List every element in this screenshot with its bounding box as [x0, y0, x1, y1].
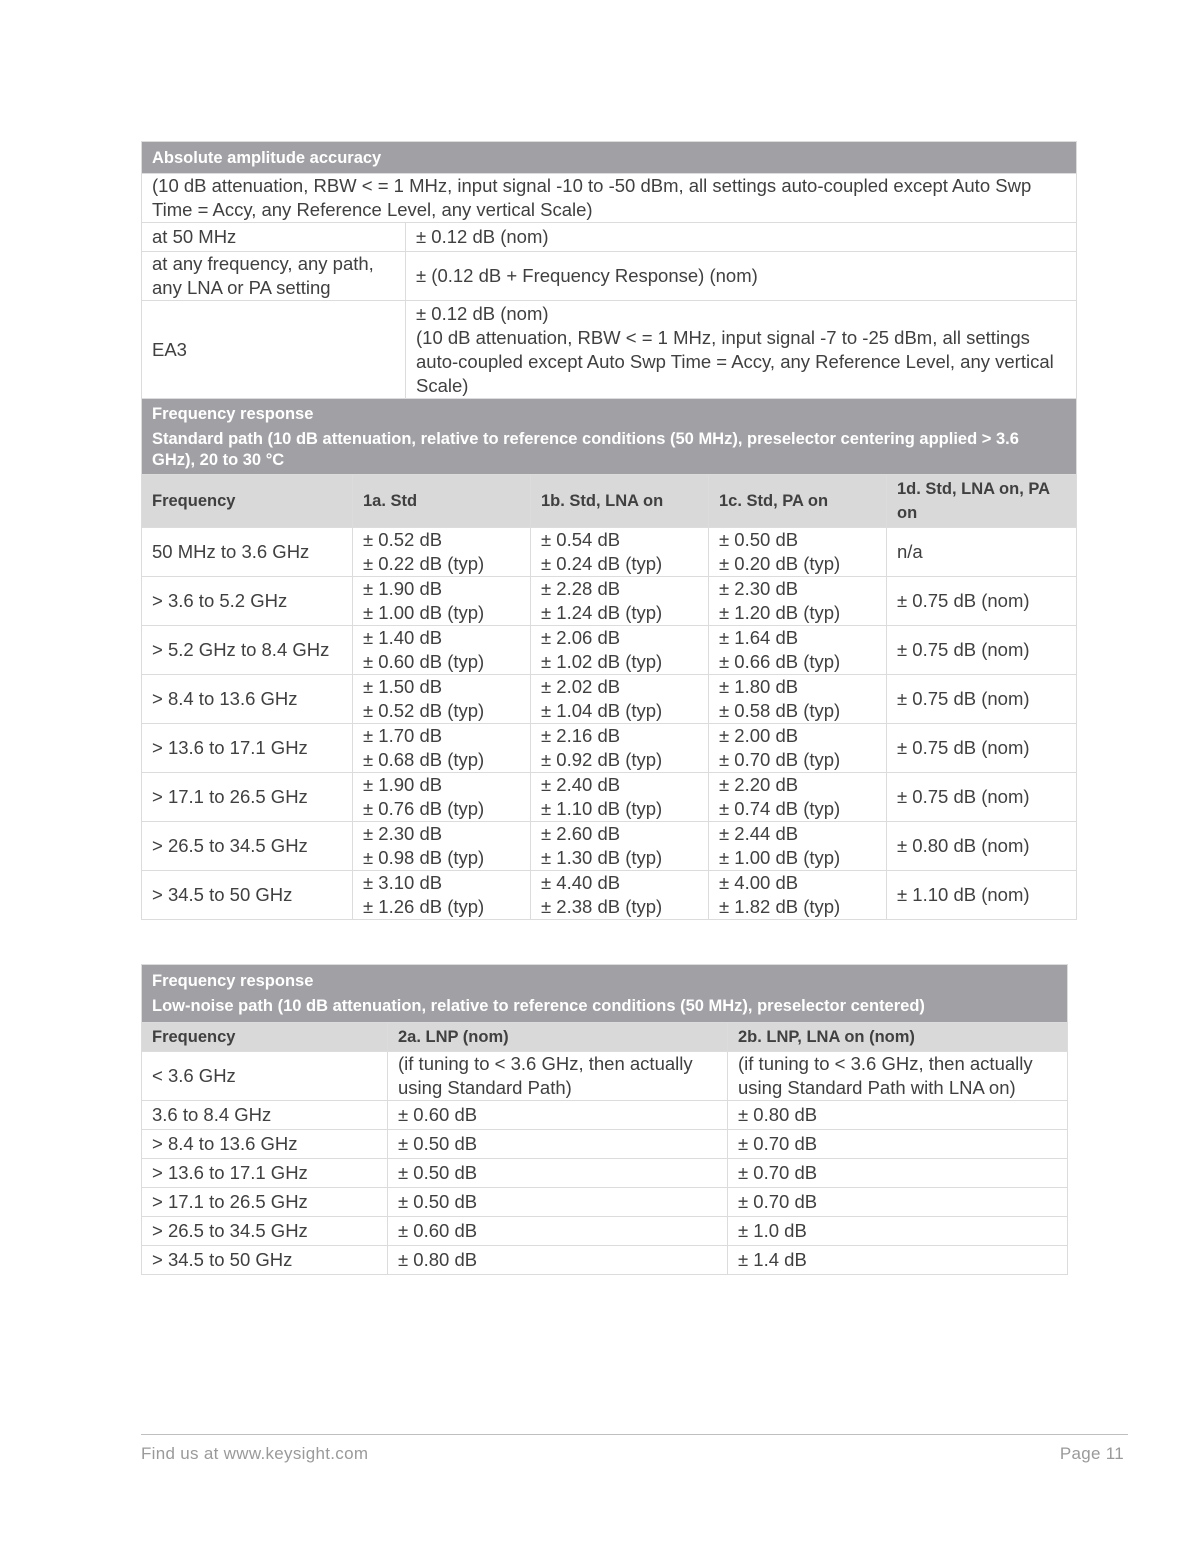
cell-line: ± 0.98 dB (typ) [363, 847, 485, 868]
abs-row-label: at 50 MHz [142, 223, 406, 252]
cell-line: ± 1.00 dB (typ) [363, 602, 485, 623]
cell-line: ± 0.52 dB [363, 529, 443, 550]
std-lna-pa-value-cell: ± 1.10 dB (nom) [887, 871, 1077, 920]
table-row [142, 577, 1077, 626]
frequency-cell: > 34.5 to 50 GHz [142, 1246, 388, 1275]
ea3-conditions: (10 dB attenuation, RBW < = 1 MHz, input signal -7 to -25 dBm, all settings auto-coupled except Auto Swp Time = Accy, any Reference Level, any vertical Scale) [416, 326, 1054, 396]
frequency-cell: > 13.6 to 17.1 GHz [142, 1159, 388, 1188]
std-pa-value-cell [709, 577, 887, 626]
low-noise-path-subtitle: Low-noise path (10 dB attenuation, relative to reference conditions (50 MHz), preselector centered) [152, 997, 925, 1015]
std-value-cell [353, 675, 531, 724]
frequency-cell: > 13.6 to 17.1 GHz [142, 724, 353, 773]
cell-line: ± 0.20 dB (typ) [719, 553, 841, 574]
cell-line: ± 0.76 dB (typ) [363, 798, 485, 819]
lnp-value-cell: ± 0.80 dB [388, 1246, 728, 1275]
table-row [142, 1246, 1068, 1275]
cell-line: ± 1.80 dB [719, 676, 799, 697]
std-pa-value-cell [709, 724, 887, 773]
abs-row-label: at any frequency, any path, any LNA or PA setting [142, 252, 406, 301]
lnp-lna-value-cell: ± 0.70 dB [728, 1159, 1068, 1188]
cell-line: ± 1.00 dB (typ) [719, 847, 841, 868]
table-row [142, 1217, 1068, 1246]
absolute-amplitude-accuracy-title: Absolute amplitude accuracy [142, 142, 1077, 174]
cell-line: ± 2.44 dB [719, 823, 799, 844]
cell-line: ± 0.24 dB (typ) [541, 553, 663, 574]
table-row [142, 626, 1077, 675]
frequency-cell: 50 MHz to 3.6 GHz [142, 528, 353, 577]
cell-line: ± 0.74 dB (typ) [719, 798, 841, 819]
frequency-cell: > 34.5 to 50 GHz [142, 871, 353, 920]
std-lna-value-cell [531, 528, 709, 577]
page-number: Page 11 [1059, 1444, 1124, 1463]
column-header: 2a. LNP (nom) [388, 1023, 728, 1052]
cell-line: ± 0.52 dB (typ) [363, 700, 485, 721]
lnp-lna-value-cell: ± 1.4 dB [728, 1246, 1068, 1275]
cell-line: ± 0.50 dB [719, 529, 799, 550]
abs-row-label: EA3 [142, 301, 406, 399]
cell-line: ± 1.20 dB (typ) [719, 602, 841, 623]
cell-line: ± 4.40 dB [541, 872, 621, 893]
cell-line: ± 2.60 dB [541, 823, 621, 844]
std-lna-pa-value-cell: ± 0.75 dB (nom) [887, 724, 1077, 773]
std-lna-pa-value-cell: n/a [887, 528, 1077, 577]
table-row [142, 1101, 1068, 1130]
std-value-cell [353, 626, 531, 675]
cell-line: ± 2.28 dB [541, 578, 621, 599]
lnp-lna-value-cell: ± 0.70 dB [728, 1130, 1068, 1159]
table-row [142, 871, 1077, 920]
cell-line: ± 2.20 dB [719, 774, 799, 795]
std-value-cell [353, 724, 531, 773]
cell-line: ± 1.26 dB (typ) [363, 896, 485, 917]
cell-line: ± 0.58 dB (typ) [719, 700, 841, 721]
table-row [142, 1159, 1068, 1188]
spec-table-low-noise-path [141, 964, 1068, 1275]
abs-row-value: ± 0.12 dB (nom) [406, 223, 1077, 252]
frequency-response-title: Frequency response [152, 972, 314, 990]
lnp-value-cell: ± 0.60 dB [388, 1217, 728, 1246]
absolute-amplitude-conditions: (10 dB attenuation, RBW < = 1 MHz, input signal -10 to -50 dBm, all settings auto-coupled except Auto Swp Time = Accy, any Reference Level, any vertical Scale) [142, 174, 1077, 223]
frequency-cell: > 8.4 to 13.6 GHz [142, 675, 353, 724]
cell-line: ± 1.04 dB (typ) [541, 700, 663, 721]
std-lna-value-cell [531, 822, 709, 871]
table-row [142, 675, 1077, 724]
abs-row-value [406, 301, 1077, 399]
footer-website: Find us at www.keysight.com [141, 1444, 369, 1463]
std-lna-pa-value-cell: ± 0.75 dB (nom) [887, 626, 1077, 675]
cell-line: ± 2.30 dB [363, 823, 443, 844]
frequency-cell: 3.6 to 8.4 GHz [142, 1101, 388, 1130]
footer-divider [141, 1434, 1128, 1435]
column-header: Frequency [142, 475, 353, 528]
column-header: 1b. Std, LNA on [531, 475, 709, 528]
abs-row-value: ± (0.12 dB + Frequency Response) (nom) [406, 252, 1077, 301]
std-pa-value-cell [709, 822, 887, 871]
frequency-cell: < 3.6 GHz [142, 1052, 388, 1101]
lnp-lna-value-cell: ± 1.0 dB [728, 1217, 1068, 1246]
table-row [142, 724, 1077, 773]
column-header: 1c. Std, PA on [709, 475, 887, 528]
lnp-value-cell: ± 0.60 dB [388, 1101, 728, 1130]
cell-line: ± 1.40 dB [363, 627, 443, 648]
table-row [142, 1052, 1068, 1101]
std-pa-value-cell [709, 528, 887, 577]
cell-line: ± 0.60 dB (typ) [363, 651, 485, 672]
frequency-cell: > 26.5 to 34.5 GHz [142, 1217, 388, 1246]
cell-line: ± 1.30 dB (typ) [541, 847, 663, 868]
table-row [142, 773, 1077, 822]
cell-line: ± 0.70 dB (typ) [719, 749, 841, 770]
cell-line: ± 1.90 dB [363, 774, 443, 795]
lnp-value-cell: (if tuning to < 3.6 GHz, then actually using Standard Path) [388, 1052, 728, 1101]
std-lna-pa-value-cell: ± 0.80 dB (nom) [887, 822, 1077, 871]
std-pa-value-cell [709, 626, 887, 675]
column-header-row [142, 475, 1077, 528]
standard-path-subtitle: Standard path (10 dB attenuation, relative to reference conditions (50 MHz), preselector centering applied > 3.6 GHz), 20 to 30 °C [152, 430, 1019, 469]
column-header: 1a. Std [353, 475, 531, 528]
cell-line: ± 0.22 dB (typ) [363, 553, 485, 574]
cell-line: ± 0.54 dB [541, 529, 621, 550]
cell-line: ± 1.82 dB (typ) [719, 896, 841, 917]
frequency-cell: > 5.2 GHz to 8.4 GHz [142, 626, 353, 675]
table-row [142, 822, 1077, 871]
std-pa-value-cell [709, 871, 887, 920]
frequency-cell: > 3.6 to 5.2 GHz [142, 577, 353, 626]
lnp-lna-value-cell: (if tuning to < 3.6 GHz, then actually using Standard Path with LNA on) [728, 1052, 1068, 1101]
table-row [142, 528, 1077, 577]
frequency-cell: > 26.5 to 34.5 GHz [142, 822, 353, 871]
lnp-value-cell: ± 0.50 dB [388, 1188, 728, 1217]
cell-line: ± 2.00 dB [719, 725, 799, 746]
cell-line: ± 0.66 dB (typ) [719, 651, 841, 672]
cell-line: ± 2.16 dB [541, 725, 621, 746]
std-value-cell [353, 577, 531, 626]
lnp-lna-value-cell: ± 0.70 dB [728, 1188, 1068, 1217]
lnp-lna-value-cell: ± 0.80 dB [728, 1101, 1068, 1130]
std-pa-value-cell [709, 773, 887, 822]
std-lna-pa-value-cell: ± 0.75 dB (nom) [887, 675, 1077, 724]
column-header: 2b. LNP, LNA on (nom) [728, 1023, 1068, 1052]
ea3-value: ± 0.12 dB (nom) [416, 302, 549, 324]
cell-line: ± 4.00 dB [719, 872, 799, 893]
std-value-cell [353, 528, 531, 577]
cell-line: ± 2.38 dB (typ) [541, 896, 663, 917]
cell-line: ± 2.40 dB [541, 774, 621, 795]
column-header-row [142, 1023, 1068, 1052]
cell-line: ± 1.02 dB (typ) [541, 651, 663, 672]
column-header: 1d. Std, LNA on, PA on [887, 475, 1077, 528]
cell-line: ± 1.64 dB [719, 627, 799, 648]
frequency-response-title: Frequency response [152, 405, 314, 423]
std-value-cell [353, 773, 531, 822]
cell-line: ± 2.30 dB [719, 578, 799, 599]
table-row [142, 1188, 1068, 1217]
lnp-value-cell: ± 0.50 dB [388, 1159, 728, 1188]
std-lna-value-cell [531, 577, 709, 626]
std-pa-value-cell [709, 675, 887, 724]
cell-line: ± 3.10 dB [363, 872, 443, 893]
cell-line: ± 2.02 dB [541, 676, 621, 697]
cell-line: ± 0.92 dB (typ) [541, 749, 663, 770]
lnp-value-cell: ± 0.50 dB [388, 1130, 728, 1159]
spec-table-absolute-and-standard-path [141, 141, 1077, 920]
std-lna-pa-value-cell: ± 0.75 dB (nom) [887, 773, 1077, 822]
frequency-cell: > 17.1 to 26.5 GHz [142, 1188, 388, 1217]
cell-line: ± 2.06 dB [541, 627, 621, 648]
std-value-cell [353, 871, 531, 920]
std-lna-value-cell [531, 626, 709, 675]
frequency-response-standard-header [142, 399, 1077, 475]
column-header: Frequency [142, 1023, 388, 1052]
cell-line: ± 1.24 dB (typ) [541, 602, 663, 623]
cell-line: ± 1.90 dB [363, 578, 443, 599]
std-lna-value-cell [531, 773, 709, 822]
cell-line: ± 1.70 dB [363, 725, 443, 746]
cell-line: ± 0.68 dB (typ) [363, 749, 485, 770]
std-lna-value-cell [531, 724, 709, 773]
table-row [142, 1130, 1068, 1159]
std-lna-pa-value-cell: ± 0.75 dB (nom) [887, 577, 1077, 626]
std-lna-value-cell [531, 871, 709, 920]
frequency-cell: > 8.4 to 13.6 GHz [142, 1130, 388, 1159]
frequency-cell: > 17.1 to 26.5 GHz [142, 773, 353, 822]
std-lna-value-cell [531, 675, 709, 724]
cell-line: ± 1.50 dB [363, 676, 443, 697]
cell-line: ± 1.10 dB (typ) [541, 798, 663, 819]
std-value-cell [353, 822, 531, 871]
frequency-response-lnp-header [142, 965, 1068, 1023]
